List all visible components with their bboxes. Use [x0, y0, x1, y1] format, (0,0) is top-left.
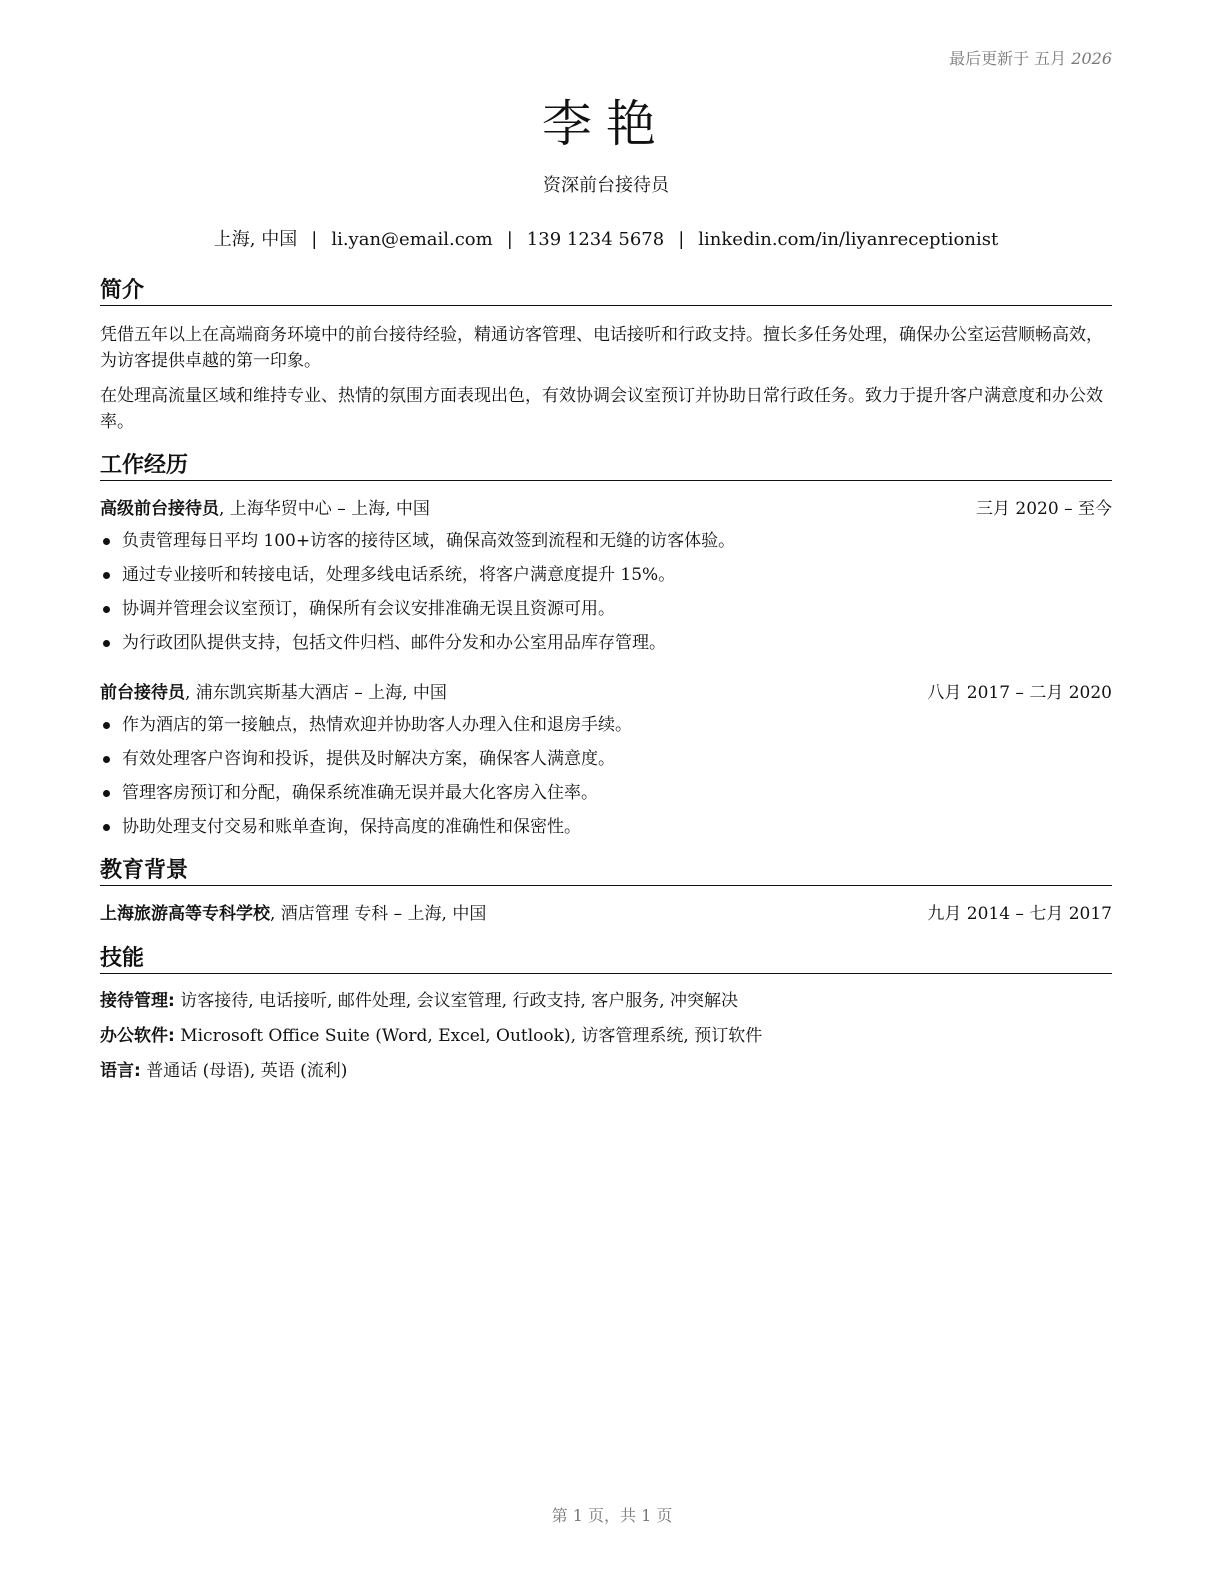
skill-line [100, 1059, 1112, 1083]
job-organization: , 浦东凯宾斯基大酒店 – 上海, 中国 [185, 683, 447, 703]
education-entry [100, 902, 1112, 926]
contact-separator: | [311, 229, 318, 250]
section-heading-summary: 简介 [100, 278, 1112, 306]
section-heading-skills: 技能 [100, 946, 1112, 974]
contact-separator: | [678, 229, 685, 250]
job-bullet-list [100, 529, 1112, 665]
contact-phone[interactable]: 139 1234 5678 [526, 229, 665, 250]
job-bullet: 作为酒店的第一接触点，热情欢迎并协助客人办理入住和退房手续。 [100, 713, 1112, 747]
job-bullet: 协调并管理会议室预订，确保所有会议安排准确无误且资源可用。 [100, 597, 1112, 631]
contact-linkedin[interactable]: linkedin.com/in/liyanreceptionist [698, 229, 999, 250]
job-bullet: 协助处理支付交易和账单查询，保持高度的准确性和保密性。 [100, 815, 1112, 849]
skill-values: 访客接待, 电话接听, 邮件处理, 会议室管理, 行政支持, 客户服务, 冲突解决 [174, 991, 739, 1011]
job-title: 资深前台接待员 [543, 175, 669, 196]
summary-paragraph: 凭借五年以上在高端商务环境中的前台接待经验，精通访客管理、电话接听和行政支持。擅长多任务处理，确保办公室运营顺畅高效，为访客提供卓越的第一印象。 [100, 325, 1103, 371]
job-dates: 八月 2017 – 二月 2020 [927, 683, 1112, 703]
job-header [100, 497, 1112, 521]
job-header [100, 681, 1112, 705]
job-bullet: 通过专业接听和转接电话，处理多线电话系统，将客户满意度提升 15%。 [100, 563, 1112, 597]
last-updated [949, 46, 1112, 69]
job-role: 高级前台接待员 [100, 499, 219, 519]
contact-line [100, 225, 1112, 251]
skill-category: 接待管理: [100, 991, 175, 1011]
job-bullet: 负责管理每日平均 100+访客的接待区域，确保高效签到流程和无缝的访客体验。 [100, 529, 1112, 563]
skill-values: 普通话 (母语), 英语 (流利) [140, 1061, 348, 1081]
section-heading-experience: 工作经历 [100, 453, 1112, 481]
job-bullet: 为行政团队提供支持，包括文件归档、邮件分发和办公室用品库存管理。 [100, 631, 1112, 665]
page-number: 第 1 页，共 1 页 [551, 1506, 673, 1525]
job-bullet: 有效处理客户咨询和投诉，提供及时解决方案，确保客人满意度。 [100, 747, 1112, 781]
candidate-name: 李艳 [542, 95, 670, 153]
skill-values: Microsoft Office Suite (Word, Excel, Outlook), 访客管理系统, 预订软件 [174, 1026, 763, 1046]
skill-line [100, 1024, 1112, 1048]
job-role: 前台接待员 [100, 683, 185, 703]
education-dates: 九月 2014 – 七月 2017 [927, 904, 1112, 924]
contact-location: 上海, 中国 [213, 229, 298, 250]
section-heading-education: 教育背景 [100, 858, 1112, 886]
job-organization: , 上海华贸中心 – 上海, 中国 [219, 499, 430, 519]
job-bullet-list [100, 713, 1112, 849]
job-dates: 三月 2020 – 至今 [976, 499, 1112, 519]
summary-paragraph: 在处理高流量区域和维持专业、热情的氛围方面表现出色，有效协调会议室预订并协助日常行政任务。致力于提升客户满意度和办公效率。 [100, 386, 1103, 432]
skill-line [100, 989, 1112, 1013]
last-updated-label: 最后更新于 五月 [949, 49, 1067, 68]
last-updated-year: 2026 [1071, 49, 1112, 68]
contact-separator: | [506, 229, 513, 250]
skill-category: 办公软件: [100, 1026, 175, 1046]
contact-email[interactable]: li.yan@email.com [331, 229, 493, 250]
job-bullet: 管理客房预订和分配，确保系统准确无误并最大化客房入住率。 [100, 781, 1112, 815]
resume-page [100, 0, 1112, 1584]
education-detail: , 酒店管理 专科 – 上海, 中国 [270, 904, 487, 924]
skill-category: 语言: [100, 1061, 141, 1081]
education-school: 上海旅游高等专科学校 [100, 904, 270, 924]
